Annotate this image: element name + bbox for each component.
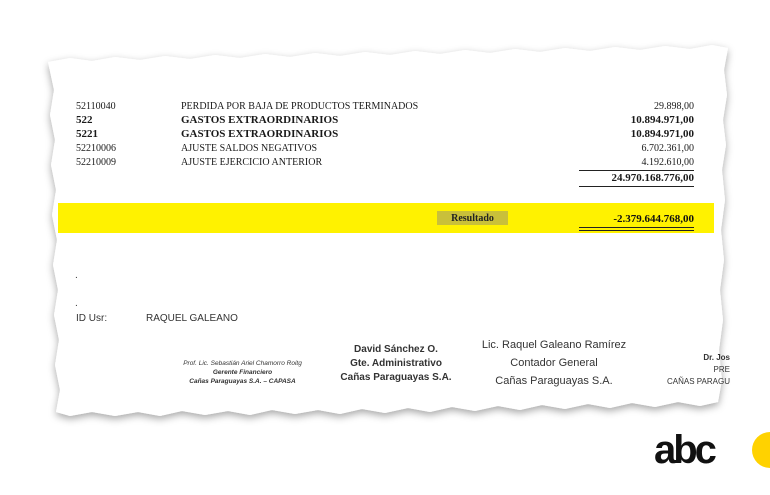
user-id-label: ID Usr: [76,313,108,324]
row-code: 522 [76,114,93,126]
result-double-underline-1 [579,227,694,228]
row-amount: 10.894.971,00 [630,114,694,126]
total-underline [579,186,694,187]
row-description: AJUSTE SALDOS NEGATIVOS [181,143,318,154]
row-amount: 29.898,00 [654,101,694,112]
signature-financial-manager [165,359,320,386]
total-amount: 24.970.168.776,00 [611,172,694,184]
user-id-value: RAQUEL GALEANO [146,313,238,324]
row-code: 52210009 [76,157,116,168]
dot-mark: . [75,298,78,309]
result-value: -2.379.644.768,00 [613,213,694,225]
signer-name: Prof. Lic. Sebastián Ariel Chamorro Roitg [183,360,302,367]
signer-name: Lic. Raquel Galeano Ramírez [481,339,627,351]
row-code: 52110040 [76,101,116,112]
signer-org: Cañas Paraguayas S.A. [495,375,613,387]
signer-role: PRE [713,365,730,374]
row-code: 5221 [76,128,98,140]
signer-role: Gte. Administrativo [350,358,442,369]
row-amount: 6.702.361,00 [641,143,694,154]
signature-general-accountant [474,336,634,390]
row-code: 52210006 [76,143,116,154]
signer-name: David Sánchez O. [354,344,438,355]
abc-logo: abc [654,428,714,472]
result-label: Resultado [437,211,508,225]
row-description: AJUSTE EJERCICIO ANTERIOR [181,157,323,168]
signer-org: Cañas Paraguayas S.A. – CAPASA [189,378,296,385]
total-rule [579,170,694,171]
signature-admin-manager [336,343,456,385]
dot-mark: . [75,270,78,281]
signature-president [660,352,730,388]
row-description: GASTOS EXTRAORDINARIOS [181,128,339,140]
signer-org: Cañas Paraguayas S.A. [340,372,452,383]
result-double-underline-2 [579,230,694,231]
row-amount: 10.894.971,00 [630,128,694,140]
signer-org: CAÑAS PARAGU [667,377,730,386]
signer-role: Gerente Financiero [212,369,273,376]
row-description: GASTOS EXTRAORDINARIOS [181,114,339,126]
row-amount: 4.192.610,00 [641,157,694,168]
signer-name: Dr. Jos [703,353,730,362]
signer-role: Contador General [510,357,598,369]
row-description: PERDIDA POR BAJA DE PRODUCTOS TERMINADOS [181,101,419,112]
